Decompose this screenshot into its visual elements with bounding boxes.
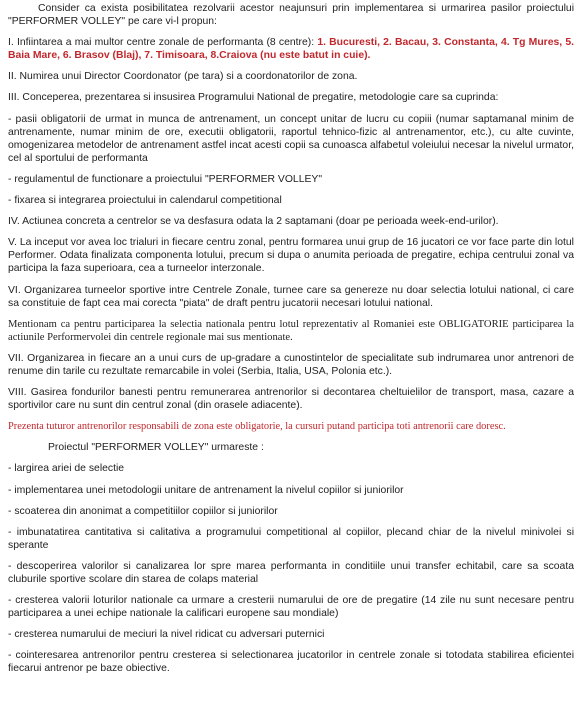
goals-intro: Proiectul "PERFORMER VOLLEY" urmareste : — [48, 442, 264, 454]
presence-note: Prezenta tuturor antrenorilor responsabili de zona este obligatorie, la cursuri putand participa toti antrenorii care doresc. — [8, 421, 506, 433]
goal-item: - scoaterea din anonimat a competitiilor copiilor si juniorilor — [8, 505, 278, 517]
item-3: III. Conceperea, prezentarea si insusirea Programului National de pregatire, metodologie care sa cuprinda: — [8, 92, 499, 104]
goal-item: - descoperirea valorilor si canalizarea lor spre marea performanta in conditiile unui transfer echitabil, care sa scoata cluburile sportive scolare din starea de colaps material — [8, 560, 574, 585]
item-4: IV. Actiunea concreta a centrelor se va desfasura odata la 2 saptamani (doar pe perioada week-end-urilor). — [8, 216, 499, 228]
item-3-bullet: - pasii obligatorii de urmat in munca de antrenament, un concept unitar de lucru cu copiii (numar saptamanal minim de antrenamente, numar minim de ore, executii obligatorii, raportul tehnico-fizic al antrenamentor, etc.), cu alte cuvinte, omogenizarea metodelor de antrenament astfel incat acesti copii sa cunoasca alfabetul voleiului necesar la nivelul urmator, cel al sportului de performanta — [8, 113, 574, 164]
item-5: V. La inceput vor avea loc trialuri in fiecare centru zonal, pentru formarea unui grup de 16 jucatori ce vor face parte din lotul Performer. Odata finalizata componenta lotului, precum si dupa o anumita perioada de pregatire, echipa centrului zonal va participa la faza superioara, cea a turneelor interzonale. — [8, 237, 574, 275]
goal-item: - cresterea valorii loturilor nationale ca urmare a cresterii numarului de ore de pregatire (14 zile nu sunt necesare pentru participarea a unei echipe nationale la calificari europene sau mondiale) — [8, 595, 574, 620]
item-1 — [8, 36, 574, 62]
item-7: VII. Organizarea in fiecare an a unui curs de up-gradare a cunostintelor de specialitate sub indrumarea unor antrenori de renume din tarile cu rezultate remarcabile in volei (Serbia, Italia, USA, Polonia etc.). — [8, 352, 574, 377]
mention-note: Mentionam ca pentru participarea la selectia nationala pentru lotul reprezentativ al Romaniei este OBLIGATORIE participarea la actiunile Performervolei din centrele regionale mai sus mentionate. — [8, 318, 574, 343]
item-8: VIII. Gasirea fondurilor banesti pentru remunerarea antrenorilor si decontarea cheltuielilor de transport, masa, cazare a sportivilor care nu sunt din centrul zonal (din orasele adiacente). — [8, 387, 574, 412]
item-1-centers: 1. Bucuresti, 2. Bacau, 3. Constanta, 4. Tg Mures, 5. Baia Mare, 6. Brasov (Blaj), 7. Timisoara, 8.Craiova (nu este batut in cuie). — [8, 37, 575, 62]
goal-item: - imbunatatirea cantitativa si calitativa a programului competitional al copiilor, plecand chiar de la nivelul minivolei si sperante — [8, 526, 574, 551]
goal-item: - largirea ariei de selectie — [8, 463, 125, 475]
item-2: II. Numirea unui Director Coordonator (pe tara) si a coordonatorilor de zona. — [8, 71, 358, 83]
item-1-text: I. Infiintarea a mai multor centre zonale de performanta (8 centre): — [8, 37, 318, 49]
goal-item: - implementarea unei metodologii unitare de antrenament la nivelul copiilor si juniorilor — [8, 484, 404, 496]
goal-item: - cointeresarea antrenorilor pentru cresterea si selectionarea jucatorilor in centrele zonale si totodata stabilirea eficientei fiecarui antrenor pe baze obiective. — [8, 650, 574, 675]
item-3-bullet: - regulamentul de functionare a proiectului "PERFORMER VOLLEY" — [8, 173, 323, 185]
intro-paragraph: Consider ca exista posibilitatea rezolvarii acestor neajunsuri prin implementarea si urmarirea pasilor proiectului "PERFORMER VOLLEY" pe care vi-l propun: — [8, 3, 574, 28]
goal-item: - cresterea numarului de meciuri la nivel ridicat cu adversari puternici — [8, 629, 325, 641]
item-6: VI. Organizarea turneelor sportive intre Centrele Zonale, turnee care sa genereze nu doar selectia lotului national, ci care sa constituie de fapt cea mai corecta "piata" de draft pentru jucatorii necesari lotului national. — [8, 284, 574, 309]
item-3-bullet: - fixarea si integrarea proiectului in calendarul competitional — [8, 195, 282, 207]
